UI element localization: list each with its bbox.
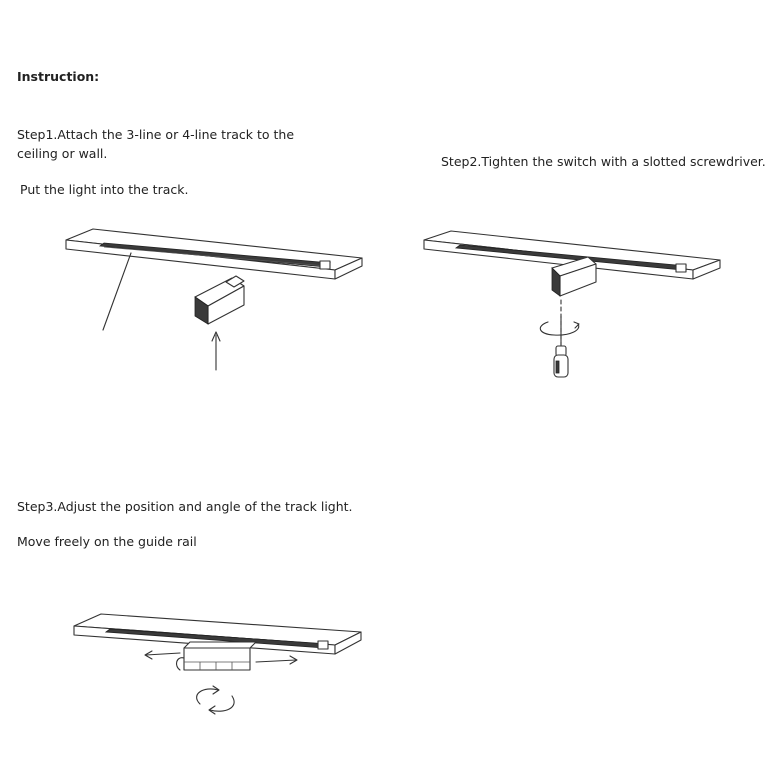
step2-title: Step2.Tighten the switch with a slotted screwdriver.: [441, 154, 766, 169]
instruction-heading: Instruction:: [17, 69, 100, 84]
step3-rotation-arrow: [197, 686, 235, 714]
step3-right-arrow: [256, 656, 297, 664]
step3-note: Move freely on the guide rail: [17, 534, 197, 549]
step3-title: Step3.Adjust the position and angle of the track light.: [17, 499, 353, 514]
step3-track-light: [177, 642, 256, 670]
step1-note: Put the light into the track.: [20, 182, 189, 197]
step1-title: Step1.Attach the 3-line or 4-line track to the ceiling or wall.: [17, 127, 295, 161]
step3-left-arrow: [145, 651, 180, 659]
